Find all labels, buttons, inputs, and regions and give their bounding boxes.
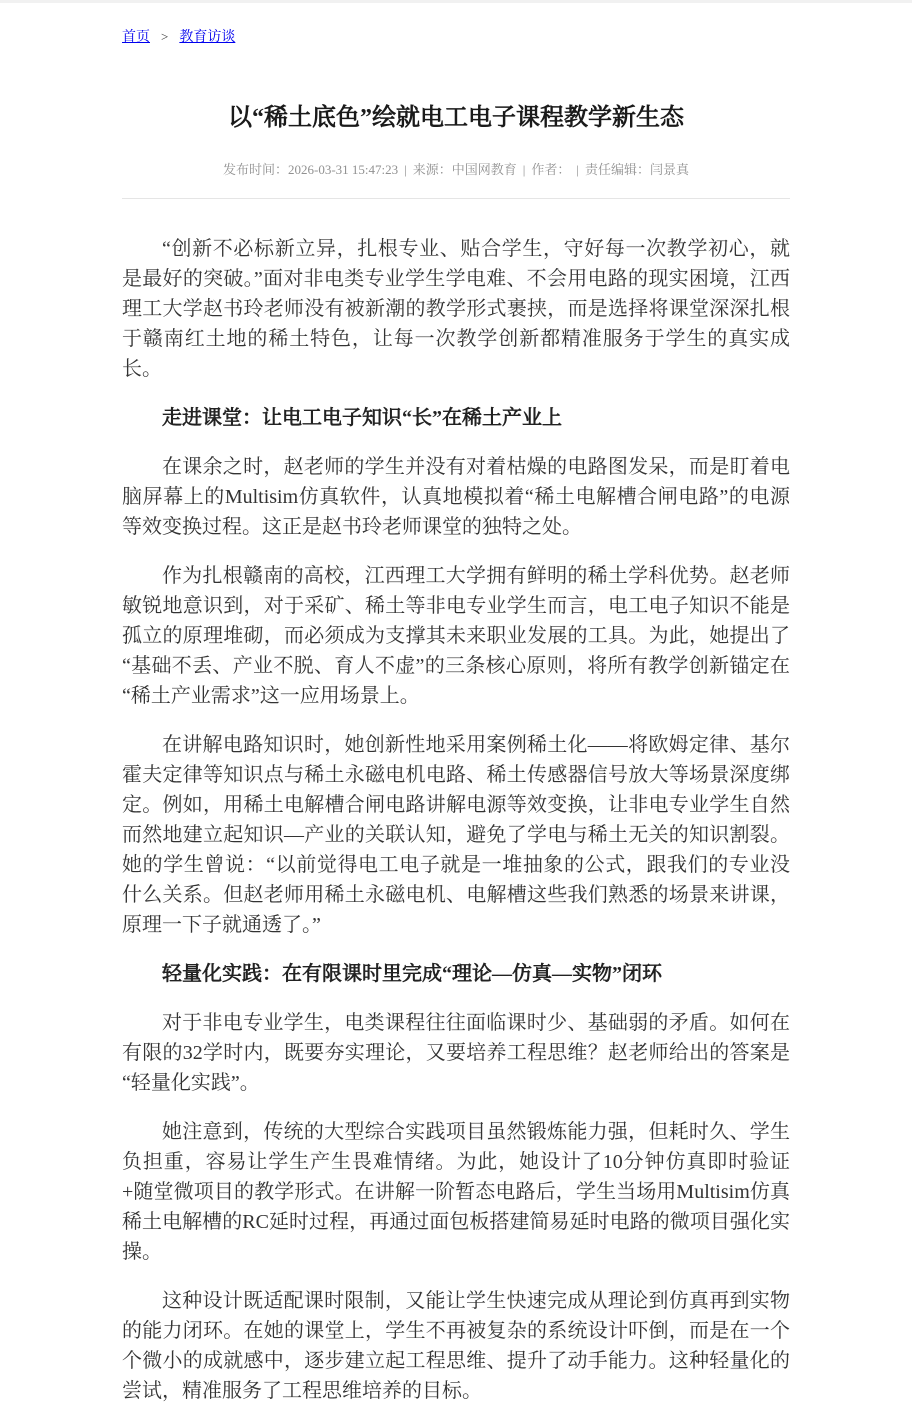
meta-author: 作者： [531,162,571,177]
breadcrumb-link-home[interactable]: 首页 [122,30,150,45]
meta-publish-time: 发布时间：2026-03-31 15:47:23 [222,162,399,177]
breadcrumb-link-category[interactable]: 教育访谈 [179,30,236,45]
breadcrumb-separator: > [161,29,169,44]
header-divider [122,198,790,199]
paragraph: 这种设计既适配课时限制，又能让学生快速完成从理论到仿真再到实物的能力闭环。在她的课堂上，学生不再被复杂的系统设计吓倒，而是在一个个微小的成就感中，逐步建立起工程思维、提升了动手能力。这种轻量化的尝试，精准服务了工程思维培养的目标。 [122,1290,790,1402]
paragraph: “创新不必标新立异，扎根专业、贴合学生，守好每一次教学初心，就是最好的突破。”面对非电类专业学生学电难、不会用电路的现实困境，江西理工大学赵书玲老师没有被新潮的教学形式裹挟，而是选择将课堂深深扎根于赣南红土地的稀土特色，让每一次教学创新都精准服务于学生的真实成长。 [122,238,790,380]
paragraph: 在讲解电路知识时，她创新性地采用案例稀土化——将欧姆定律、基尔霍夫定律等知识点与稀土永磁电机电路、稀土传感器信号放大等场景深度绑定。例如，用稀土电解槽合闸电路讲解电源等效变换，让非电专业学生自然而然地建立起知识—产业的关联认知，避免了学电与稀土无关的知识割裂。她的学生曾说：“以前觉得电工电子就是一堆抽象的公式，跟我们的专业没什么关系。但赵老师用稀土永磁电机、电解槽这些我们熟悉的场景来讲课，原理一下子就通透了。” [122,734,790,936]
article-body [122,234,790,1406]
article-meta [122,161,790,178]
section-heading-classroom: 走进课堂：让电工电子知识“长”在稀土产业上 [162,407,562,429]
meta-separator: | [576,162,579,177]
paragraph: 她注意到，传统的大型综合实践项目虽然锻炼能力强，但耗时久、学生负担重，容易让学生产生畏难情绪。为此，她设计了10分钟仿真即时验证+随堂微项目的教学形式。在讲解一阶暂态电路后，学生当场用Multisim仿真稀土电解槽的RC延时过程，再通过面包板搭建简易延时电路的微项目强化实操。 [122,1121,790,1263]
meta-separator: | [404,162,407,177]
meta-editor: 责任编辑：闫景真 [584,162,689,177]
article-title: 以“稀土底色”绘就电工电子课程教学新生态 [228,105,684,131]
paragraph: 对于非电专业学生，电类课程往往面临课时少、基础弱的矛盾。如何在有限的32学时内，既要夯实理论，又要培养工程思维？赵老师给出的答案是“轻量化实践”。 [122,1012,790,1094]
paragraph: 在课余之时，赵老师的学生并没有对着枯燥的电路图发呆，而是盯着电脑屏幕上的Multisim仿真软件，认真地模拟着“稀土电解槽合闸电路”的电源等效变换过程。这正是赵书玲老师课堂的独特之处。 [122,456,790,538]
meta-separator: | [522,162,526,177]
meta-source: 来源：中国网教育 [412,162,517,177]
paragraph: 作为扎根赣南的高校，江西理工大学拥有鲜明的稀土学科优势。赵老师敏锐地意识到，对于采矿、稀土等非电专业学生而言，电工电子知识不能是孤立的原理堆砌，而必须成为支撑其未来职业发展的工具。为此，她提出了“基础不丢、产业不脱、育人不虚”的三条核心原则，将所有教学创新锚定在“稀土产业需求”这一应用场景上。 [122,565,790,707]
section-heading-lightweight-practice: 轻量化实践：在有限课时里完成“理论—仿真—实物”闭环 [162,963,662,985]
breadcrumb [122,27,790,48]
content-container [122,3,790,1406]
